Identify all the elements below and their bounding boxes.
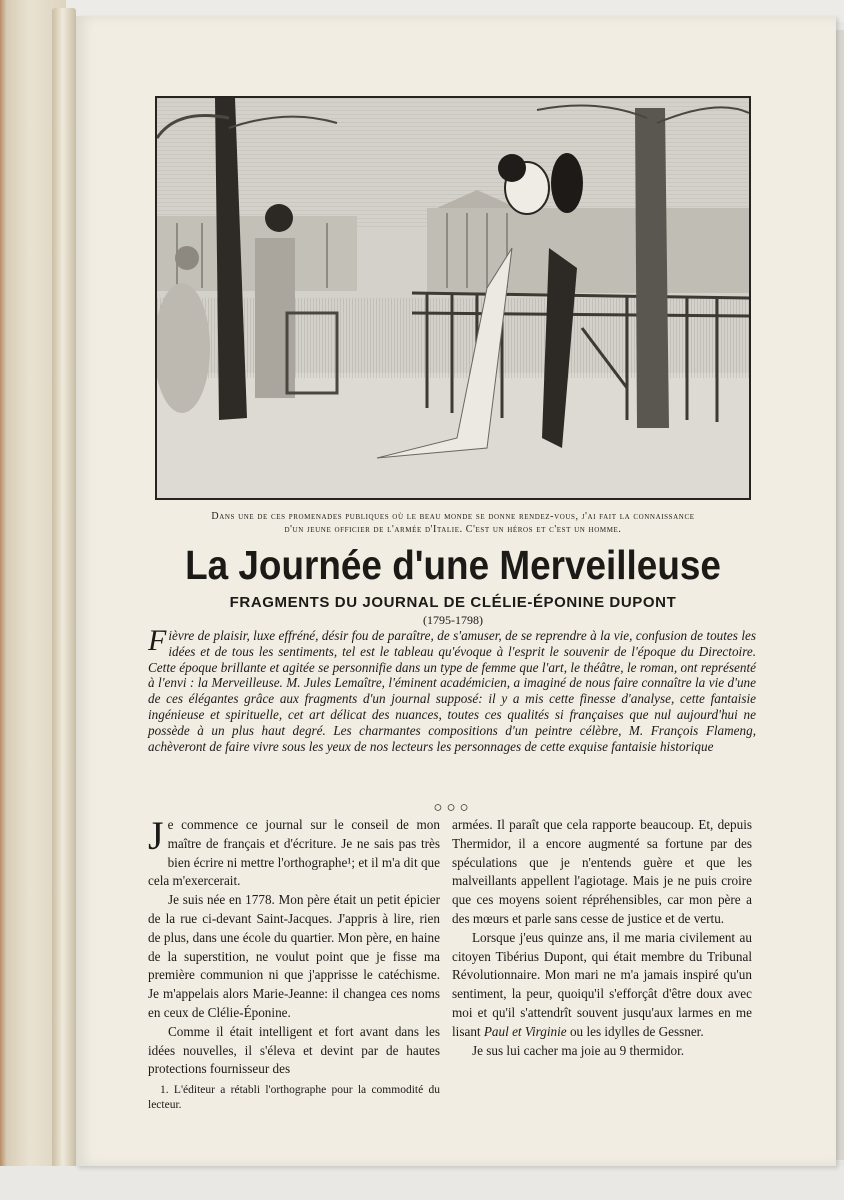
paragraph-text: Lorsque j'eus quinze ans, il me maria civilement au citoyen Tibérius Dupont, qui était membre du Tribunal Révolutionnaire. Mon mari ne m'a jamais inspiré qu'un sentiment, la peur, quoiqu'il s'efforçât d'être doux avec moi et qu'il s'attendrît souvent jusqu'aux larmes en me lisant [452,929,752,1039]
article-dates: (1795-1798) [423,613,483,627]
paragraph: Je suis née en 1778. Mon père était un petit épicier de la rue ci-devant Saint-Jacques. J'appris à lire, rien de plus, dans une école du quartier. Mon père, en haine de la superstition, ne voulut point que je fisse ma première communion ni que j'apprisse le catéchisme. Je m'appelais alors Marie-Jeanne: il changea ces noms en ceux de Clélie-Éponine. [148,892,440,1020]
intro-text: ièvre de plaisir, luxe effréné, désir fou de paraître, de s'amuser, de se reprendre à la vie, confusion de toutes les idées et de tous les sentiments, tel est le tableau qu'évoque à l'esprit le souvenir de l'époque du Directoire. Cette époque brillante et agitée se personnifie dans un type de femme que l'art, le théâtre, le roman, ont représenté à l'envi : la Merveilleuse. M. Jules Lemaître, l'éminent académicien, a imaginé de nous faire connaître la vie d'une de ces élégantes grâce aux fragments d'un journal supposé: il y a mis cette finesse d'analyse, cette fantaisie ingénieuse et spirituelle, cet art délicat des nuances, toutes ces qualités si françaises que nul aujourd'hui ne possède à un plus haut degré. Les charmantes compositions d'un peintre célèbre, M. François Flameng, achèveront de faire vivre sous les yeux de nos lecteurs les personnages de cette exquise fantaisie historique [148,628,756,754]
caption-line-1: Dans une de ces promenades publiques où le beau monde se donne rendez-vous, j'ai fait la connaissance [211,511,695,522]
paragraph-text: e commence ce journal sur le conseil de mon maître de français et d'écriture. Je ne sais pas très bien écrire ni mettre l'orthographe¹; et il m'a dit que cela m'exercerait. [148,817,440,889]
section-ornament: ○○○ [433,800,473,816]
paragraph: Je sus lui cacher ma joie au 9 thermidor. [472,1042,685,1058]
text-column-right [452,816,752,1060]
caption-line-2: d'un jeune officier de l'armée d'Italie. C'est un héros et c'est un homme. [284,524,622,535]
book-spine [52,8,76,1178]
paragraph: armées. Il paraît que cela rapporte beaucoup. Et, depuis Thermidor, il a encore augmenté sa fortune par des spéculations que je n'entends guère et que les malveillants appellent l'agiotage. Mais je ne puis croire que ces moyens soient répréhensibles, car mon père a des mœurs et parle sans cesse de justice et de vertu. [452,817,752,926]
paragraph-text-end: ou les idylles de Gessner. [566,1023,704,1039]
paragraph: Comme il était intelligent et fort avant dans les idées nouvelles, il s'éleva et devint par de hautes protections fournisseur des [148,1023,440,1077]
engraving-illustration [155,96,751,500]
article-title: La Journée d'une Merveilleuse [185,542,721,588]
drop-cap: J [148,813,164,858]
paragraph [452,929,752,1042]
engraving-image [157,98,749,498]
intro-paragraph [148,624,756,754]
background-bottom [0,1166,844,1200]
book-title-italic: Paul et Virginie [483,1023,567,1039]
text-column-left [148,813,440,1112]
footnote: 1. L'éditeur a rétabli l'orthographe pour la commodité du lecteur. [148,1084,440,1111]
paragraph [148,813,440,891]
intro-initial: F [148,624,167,657]
article-subtitle: FRAGMENTS DU JOURNAL DE CLÉLIE-ÉPONINE DUPONT [229,594,677,611]
illustration-caption [150,510,756,536]
